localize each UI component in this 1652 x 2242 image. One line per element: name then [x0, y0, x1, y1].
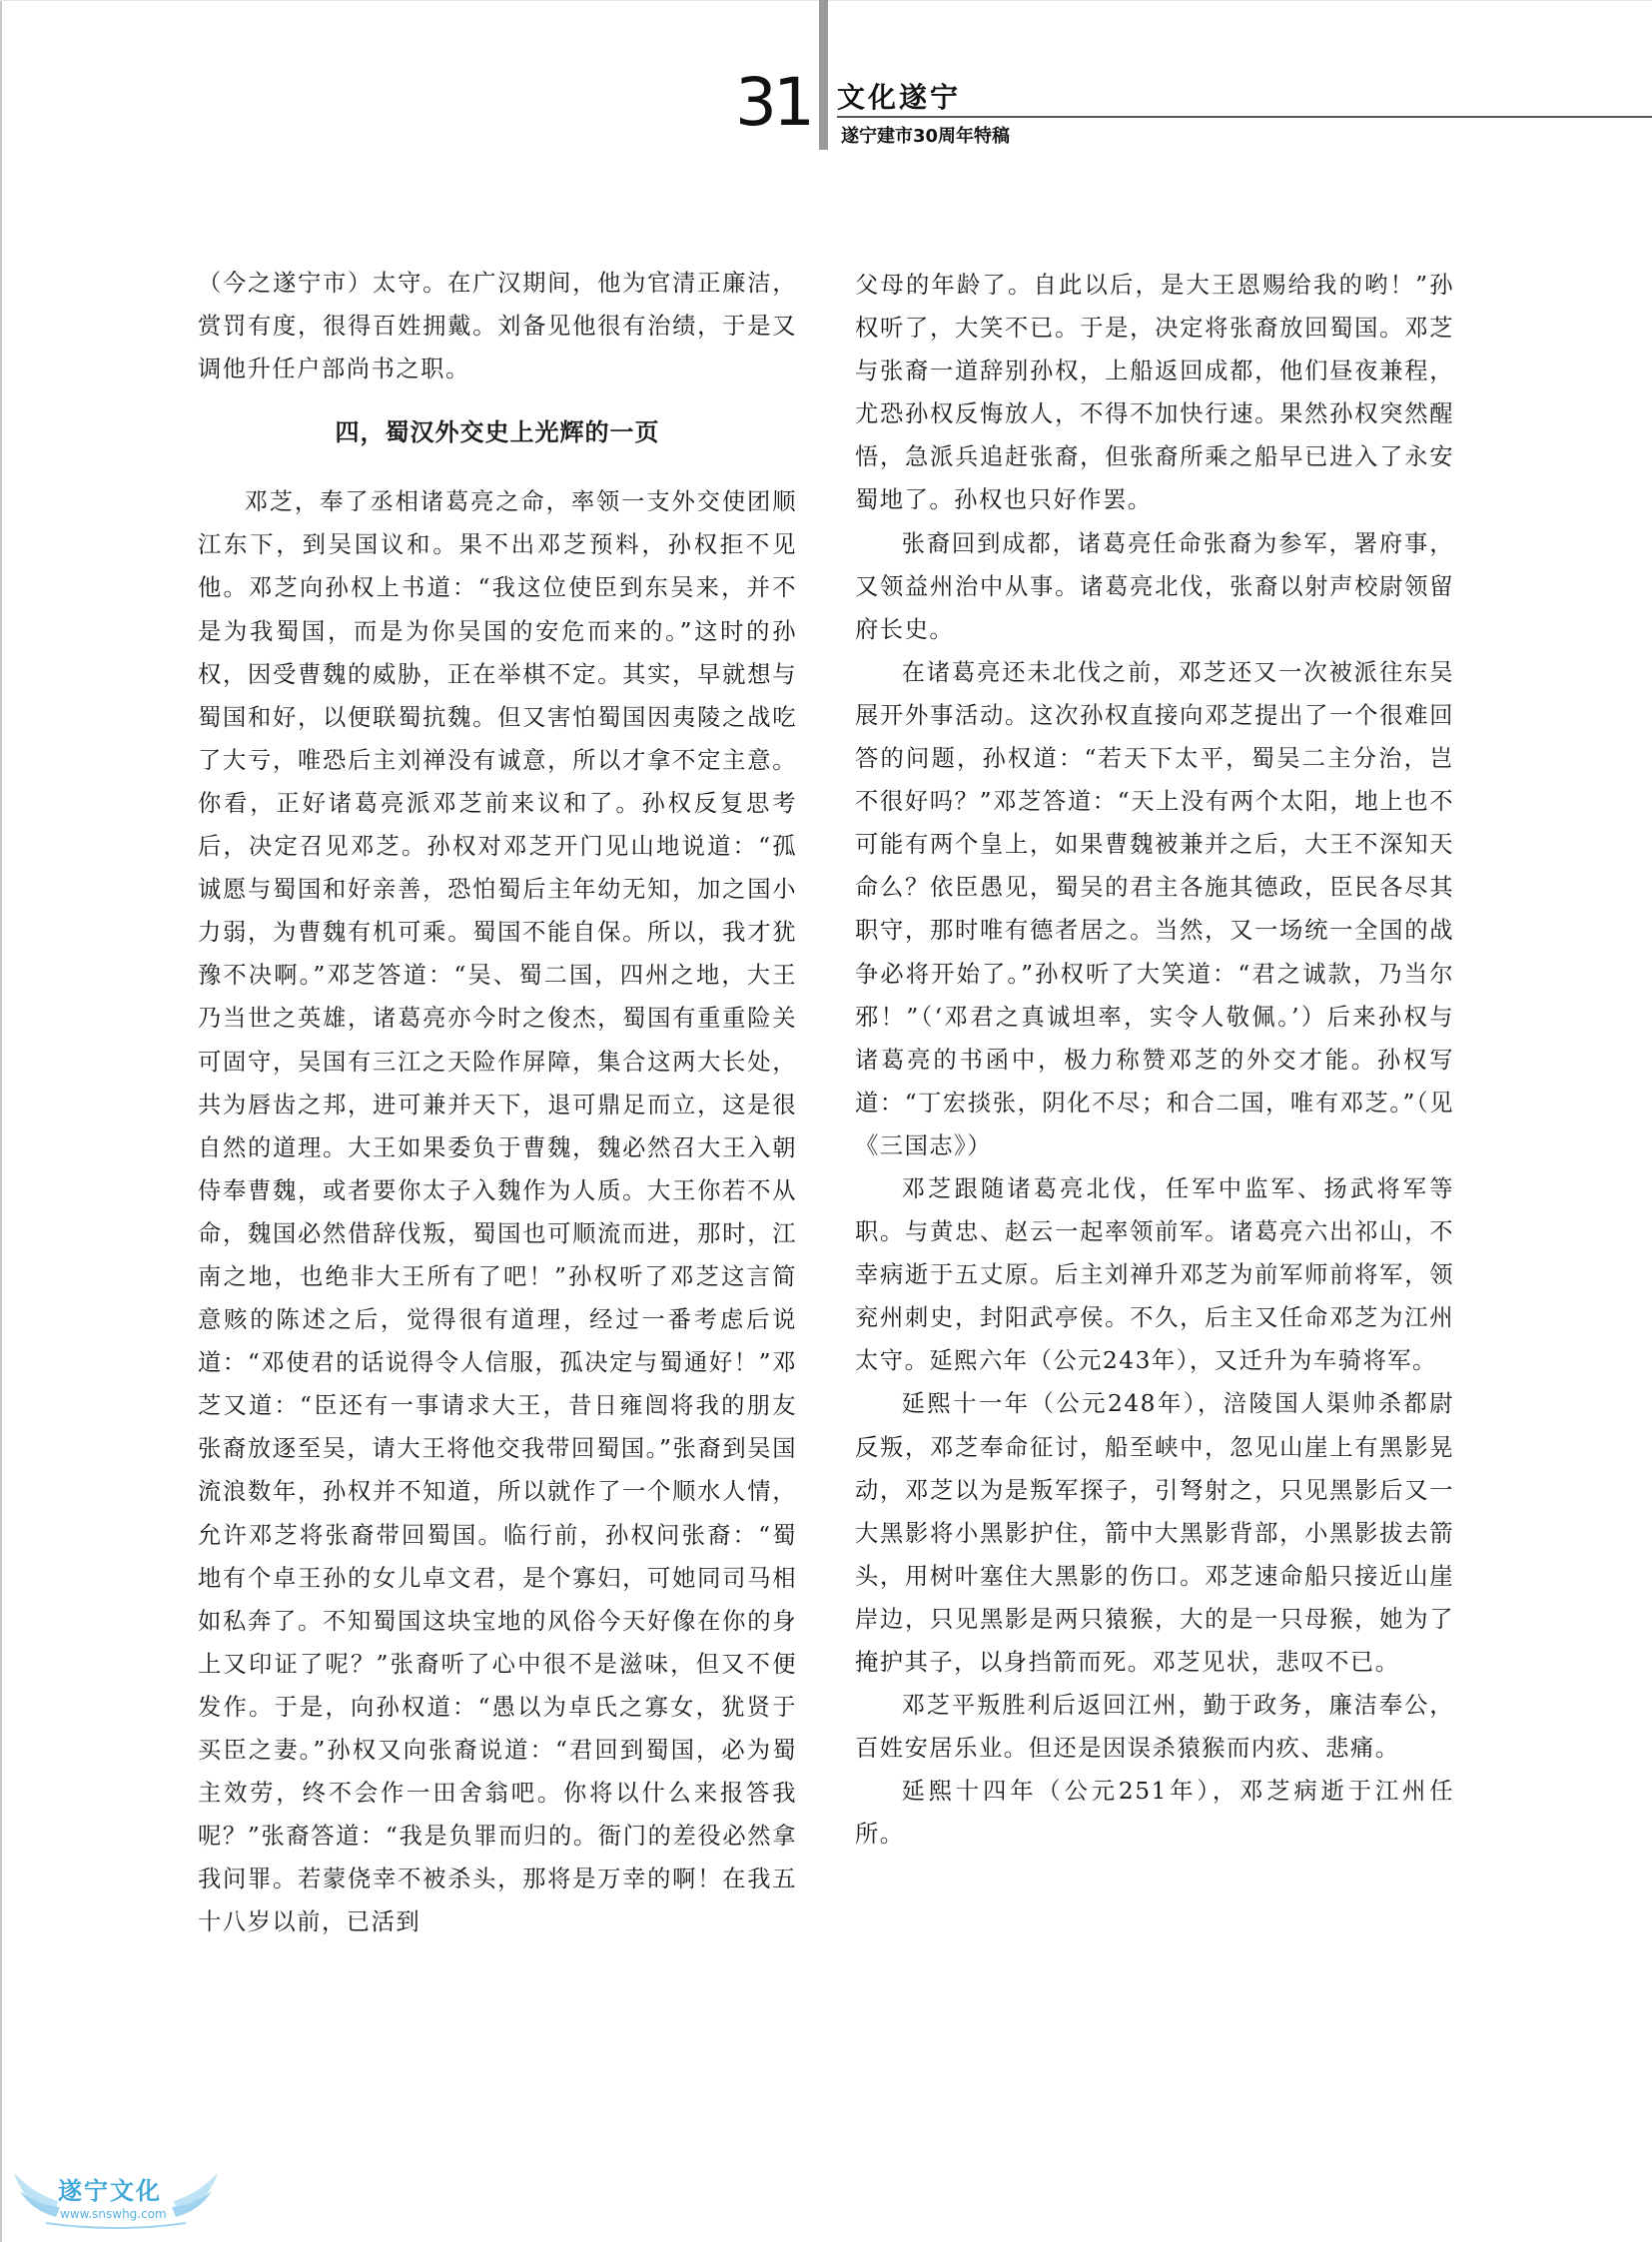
header-divider — [837, 116, 1652, 118]
header-subtitle: 遂宁建市30周年特稿 — [841, 126, 1011, 147]
left-column — [198, 262, 797, 1943]
body-paragraph: 延熙十一年（公元248年），涪陵国人渠帅杀都尉反叛，邓芝奉命征讨，船至峡中，忽见山崖上有黑影晃动，邓芝以为是叛军探子，引弩射之，只见黑影后又一大黑影将小黑影护住，箭中大黑影背部，小黑影拔去箭头，用树叶塞住大黑影的伤口。邓芝速命船只接近山崖岸边，只见黑影是两只猿猴，大的是一只母猴，她为了掩护其子，以身挡箭而死。邓芝见状，悲叹不已。 — [855, 1390, 1454, 1676]
header-vertical-bar — [819, 0, 828, 150]
page-number: 31 — [735, 64, 811, 141]
watermark-name: 遂宁文化 — [58, 2177, 162, 2205]
continued-paragraph: 父母的年龄了。自此以后，是大王恩赐给我的哟！”孙权听了，大笑不已。于是，决定将张裔放回蜀国。邓芝与张裔一道辞别孙权，上船返回成都，他们昼夜兼程，尤恐孙权反悔放人，不得不加快行速。果然孙权突然醒悟，急派兵追赶张裔，但张裔所乘之船早已进入了永安蜀地了。孙权也只好作罢。 — [855, 272, 1454, 514]
watermark-url: www.snswhg.com — [60, 2207, 167, 2221]
magazine-title: 文化遂宁 — [837, 81, 962, 114]
body-paragraph: 邓芝，奉了丞相诸葛亮之命，率领一支外交使团顺江东下，到吴国议和。果不出邓芝预料，孙权拒不见他。邓芝向孙权上书道：“我这位使臣到东吴来，并不是为我蜀国，而是为你吴国的安危而来的。”这时的孙权，因受曹魏的威胁，正在举棋不定。其实，早就想与蜀国和好，以便联蜀抗魏。但又害怕蜀国因夷陵之战吃了大亏，唯恐后主刘禅没有诚意，所以才拿不定主意。你看，正好诸葛亮派邓芝前来议和了。孙权反复思考后，决定召见邓芝。孙权对邓芝开门见山地说道：“孤诚愿与蜀国和好亲善，恐怕蜀后主年幼无知，加之国小力弱，为曹魏有机可乘。蜀国不能自保。所以，我才犹豫不决啊。”邓芝答道：“吴、蜀二国，四州之地，大王乃当世之英雄，诸葛亮亦今时之俊杰，蜀国有重重险关可固守，吴国有三江之天险作屏障，集合这两大长处，共为唇齿之邦，进可兼并天下，退可鼎足而立，这是很自然的道理。大王如果委负于曹魏，魏必然召大王入朝侍奉曹魏，或者要你太子入魏作为人质。大王你若不从命，魏国必然借辞伐叛，蜀国也可顺流而进，那时，江南之地，也绝非大王所有了吧！”孙权听了邓芝这言简意赅的陈述之后，觉得很有道理，经过一番考虑后说道：“邓使君的话说得令人信服，孤决定与蜀通好！”邓芝又道：“臣还有一事请求大王，昔日雍闿将我的朋友张裔放逐至吴，请大王将他交我带回蜀国。”张裔到吴国流浪数年，孙权并不知道，所以就作了一个顺水人情，允许邓芝将张裔带回蜀国。临行前，孙权问张裔：“蜀地有个卓王孙的女儿卓文君，是个寡妇，可她同司马相如私奔了。不知蜀国这块宝地的风俗今天好像在你的身上又印证了呢？”张裔听了心中很不是滋味，但又不便发作。于是，向孙权道：“愚以为卓氏之寡女，犹贤于买臣之妻。”孙权又向张裔说道：“君回到蜀国，必为蜀主效劳，终不会作一田舍翁吧。你将以什么来报答我呢？”张裔答道：“我是负罪而归的。衙门的差役必然拿我问罪。若蒙侥幸不被杀头，那将是万幸的啊！在我五十八岁以前，已活到 — [198, 488, 797, 1936]
body-paragraph: 邓芝跟随诸葛亮北伐，任军中监军、扬武将军等职。与黄忠、赵云一起率领前军。诸葛亮六出祁山，不幸病逝于五丈原。后主刘禅升邓芝为前军师前将军，领兖州刺史，封阳武亭侯。不久，后主又任命邓芝为江州太守。延熙六年（公元243年），又迁升为车骑将军。 — [855, 1174, 1454, 1375]
body-paragraph: 张裔回到成都，诸葛亮任命张裔为参军，署府事，又领益州治中从事。诸葛亮北伐，张裔以射声校尉领留府长史。 — [855, 529, 1454, 643]
page-edge-line — [0, 0, 2, 2242]
body-paragraph: 邓芝平叛胜利后返回江州，勤于政务，廉洁奉公，百姓安居乐业。但还是因误杀猿猴而内疚、悲痛。 — [855, 1692, 1454, 1763]
section-heading: 四，蜀汉外交史上光辉的一页 — [335, 418, 660, 447]
body-paragraph: 延熙十四年（公元251年），邓芝病逝于江州任所。 — [855, 1778, 1454, 1849]
body-paragraph: 在诸葛亮还未北伐之前，邓芝还又一次被派往东吴展开外事活动。这次孙权直接向邓芝提出了一个很难回答的问题，孙权道：“若天下太平，蜀吴二主分治，岂不很好吗？”邓芝答道：“天上没有两个太阳，地上也不可能有两个皇上，如果曹魏被兼并之后，大王不深知天命么？依臣愚见，蜀吴的君主各施其德政，臣民各尽其职守，那时唯有德者居之。当然，又一场统一全国的战争必将开始了。”孙权听了大笑道：“君之诚款，乃当尔邪！”（‘邓君之真诚坦率，实令人敬佩。’）后来孙权与诸葛亮的书函中，极力称赞邓芝的外交才能。孙权写道：“丁宏掞张，阴化不尽；和合二国，唯有邓芝。”（见《三国志》） — [855, 658, 1454, 1159]
right-column — [855, 264, 1454, 1856]
intro-paragraph: （今之遂宁市）太守。在广汉期间，他为官清正廉洁，赏罚有度，很得百姓拥戴。刘备见他很有治绩，于是又调他升任户部尚书之职。 — [198, 270, 797, 383]
